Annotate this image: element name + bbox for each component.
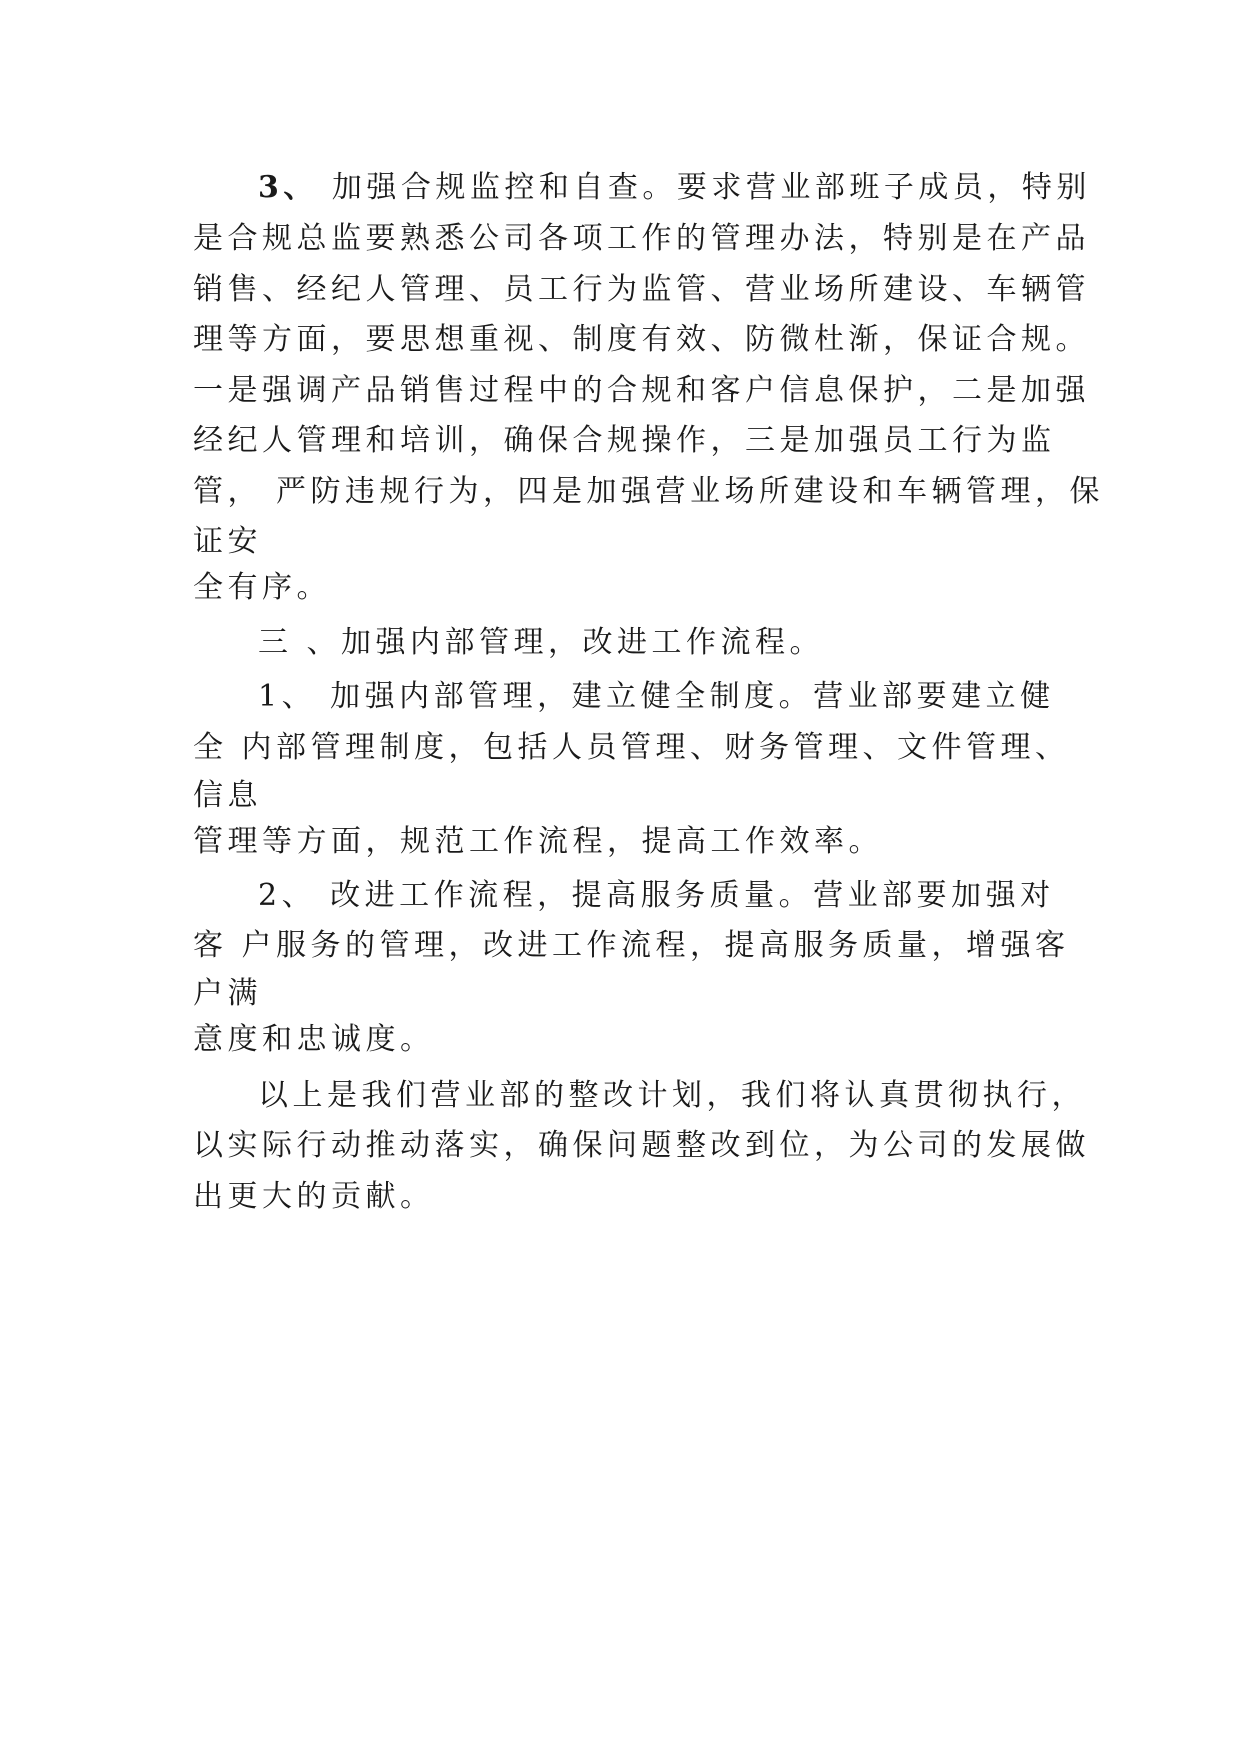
text-line-3: 销售、经纪人管理、员工行为监管、营业场所建设、车辆管 — [193, 272, 1090, 307]
text-line-20: 以实际行动推动落实，确保问题整改到位，为公司的发展做 — [193, 1128, 1090, 1163]
text-line-2: 是合规总监要熟悉公司各项工作的管理办法，特别是在产品 — [193, 221, 1090, 256]
text-line-13: 信息 — [193, 778, 262, 813]
text-line-1 — [258, 168, 1091, 208]
text-line-16: 客 户服务的管理，改进工作流程，提高服务质量，增强客 — [193, 928, 1070, 963]
item-number-3: 3、 — [258, 170, 318, 205]
text-line-18: 意度和忠诚度。 — [193, 1022, 435, 1057]
section-heading: 三 、加强内部管理，改进工作流程。 — [258, 625, 825, 660]
text-line-17: 户满 — [193, 976, 262, 1011]
text-line-11: 1、 加强内部管理，建立健全制度。营业部要建立健 — [258, 679, 1055, 714]
text-line-7: 管， 严防违规行为，四是加强营业场所建设和车辆管理，保 — [193, 474, 1105, 509]
text-line-15: 2、 改进工作流程，提高服务质量。营业部要加强对 — [258, 878, 1055, 913]
text-line-14: 管理等方面，规范工作流程，提高工作效率。 — [193, 824, 883, 859]
text-line-5: 一是强调产品销售过程中的合规和客户信息保护，二是加强 — [193, 373, 1090, 408]
text-line-9: 全有序。 — [193, 570, 331, 605]
text-line-4: 理等方面，要思想重视、制度有效、防微杜渐，保证合规。 — [193, 322, 1090, 357]
text-line-8: 证安 — [193, 524, 262, 559]
text-line-1-content: 加强合规监控和自查。要求营业部班子成员，特别 — [317, 170, 1091, 205]
text-line-21: 出更大的贡献。 — [193, 1179, 435, 1214]
text-line-6: 经纪人管理和培训，确保合规操作，三是加强员工行为监 — [193, 423, 1056, 458]
text-line-12: 全 内部管理制度，包括人员管理、财务管理、文件管理、 — [193, 730, 1070, 765]
text-line-19: 以上是我们营业部的整改计划，我们将认真贯彻执行， — [258, 1078, 1086, 1113]
